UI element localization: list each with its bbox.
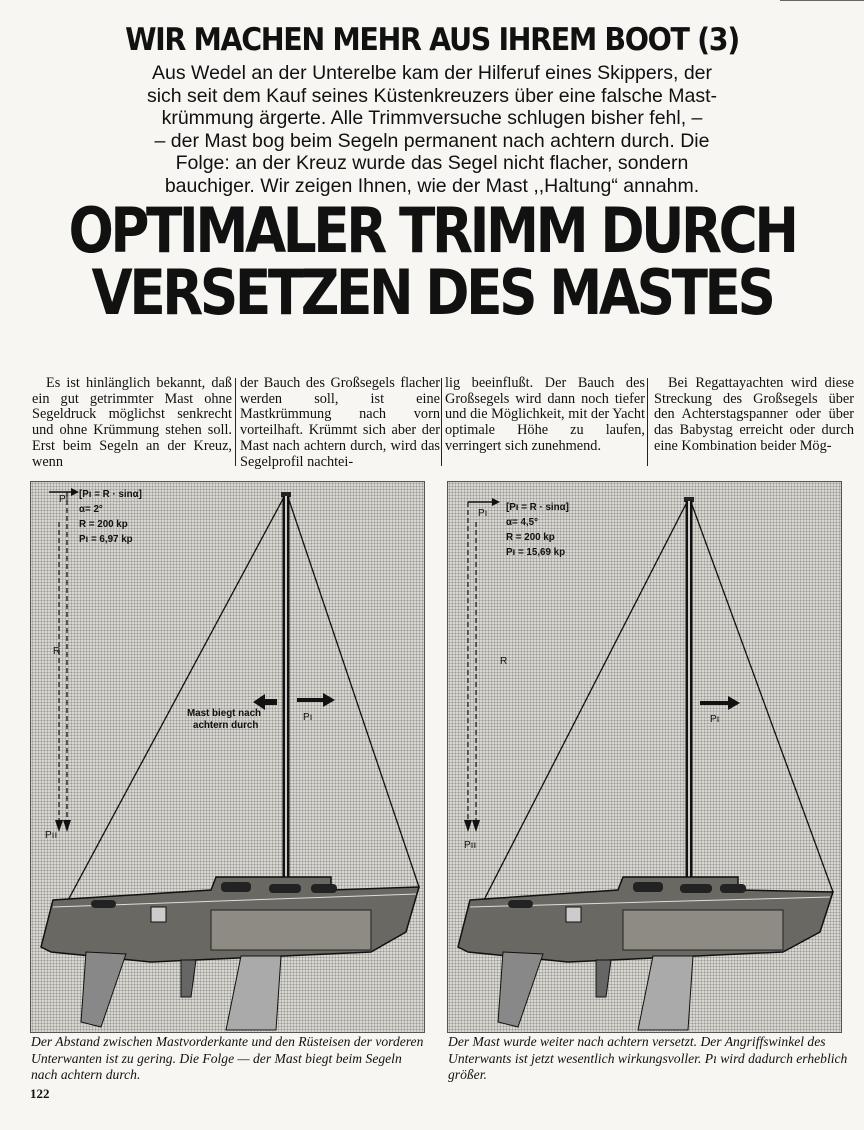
pi-value: Pı = 15,69 kp — [506, 547, 566, 558]
top-edge-line — [780, 0, 864, 1]
backstay — [691, 502, 833, 892]
rudder — [498, 952, 543, 1027]
body-column-3: lig beeinflußt. Der Bauch des Großsegels wird dann noch tiefer und die Möglichkeit, mit der Yacht optimale Höhe zu laufen, verringert sich zunehmend. — [445, 375, 645, 454]
intro-line: Folge: an der Kreuz wurde das Segel nicht flacher, sondern — [175, 152, 689, 175]
annotation-line-2: achtern durch — [193, 720, 259, 731]
headline-line-2: VERSETZEN DES MASTES — [91, 256, 773, 329]
caption-left: Der Abstand zwischen Mastvorderkante und den Rüsteisen der vorderen Unterwanten ist zu gering. Die Folge — der Mast biegt beim Segeln nach achtern durch. — [31, 1034, 424, 1083]
intro-line: Aus Wedel an der Unterelbe kam der Hilferuf eines Skippers, der — [152, 62, 712, 84]
series-kicker: WIR MACHEN MEHR AUS IHREM BOOT (3) — [125, 22, 739, 58]
column-divider — [647, 378, 648, 466]
intro-paragraph — [120, 62, 744, 198]
caption-right: Der Mast wurde weiter nach achtern versetzt. Der Angriffswinkel des Unterwants ist jetzt wesentlich wirkungsvoller. Pı wird dadurch erheblich größer. — [448, 1034, 848, 1083]
formula: [Pı = R · sinα] — [506, 502, 569, 513]
intro-line: bauchiger. Wir zeigen Ihnen, wie der Mast ,,Haltung“ annahm. — [164, 174, 700, 197]
alpha-value: α= 4,5° — [506, 517, 539, 528]
keel — [181, 960, 196, 997]
label-pi-top: Pı — [59, 494, 69, 505]
figure-right-mast-moved-aft — [447, 481, 842, 1033]
fin-keel — [226, 956, 281, 1030]
body-column-2: der Bauch des Großsegels flacher werden soll, ist eine Mastkrümmung nach vorn vorteilhaft. Krümmt sich aber der Mast nach achtern durch, wird das Segelprofil nachtei- — [240, 375, 440, 470]
fin-keel — [638, 956, 693, 1030]
intro-line: krümmung ärgerte. Alle Trimmversuche schlugen bisher fehl, – — [161, 107, 703, 130]
figure-left-mast-bends-aft — [30, 481, 425, 1033]
headline-line-1: OPTIMALER TRIMM DURCH — [68, 194, 796, 267]
label-pi-arrow: Pı — [710, 714, 720, 725]
annotation-line-1: Mast biegt nach — [187, 708, 262, 719]
formula: [Pı = R · sinα] — [79, 489, 142, 500]
column-divider — [441, 378, 442, 466]
pi-arrow-right — [700, 696, 740, 710]
intro-line: – der Mast bog beim Segeln permanent nach achtern durch. Die — [154, 129, 710, 152]
intro-line: sich seit dem Kauf seines Küstenkreuzers über eine falsche Mast- — [146, 84, 718, 107]
boat-hull — [41, 877, 419, 962]
label-r: R — [53, 646, 61, 657]
pi-value: Pı = 6,97 kp — [79, 534, 133, 545]
sailboat-diagram-right — [448, 482, 841, 1032]
sailboat-diagram-left — [31, 482, 424, 1032]
column-divider — [235, 378, 236, 466]
r-value: R = 200 kp — [79, 519, 128, 530]
backstay — [288, 497, 419, 887]
label-pi-arrow: Pı — [303, 712, 313, 723]
boat-hull — [458, 877, 833, 962]
keel — [596, 960, 611, 997]
label-pi-top: Pı — [478, 508, 488, 519]
label-pii: Pıı — [464, 840, 477, 851]
label-pii: Pıı — [45, 830, 58, 841]
rudder — [81, 952, 126, 1027]
body-column-1: Es ist hinlänglich bekannt, daß ein gut getrimmter Mast ohne Segeldruck möglichst senkrecht und ohne Krümmung stehen soll. Erst beim Segeln an der Kreuz, wenn — [32, 375, 232, 470]
pi-arrow-right — [297, 693, 335, 707]
alpha-value: α= 2° — [79, 504, 103, 515]
r-value: R = 200 kp — [506, 532, 555, 543]
label-r: R — [500, 656, 508, 667]
body-column-4: Bei Regattayachten wird diese Streckung des Großsegels über den Achterstagspanner oder über das Babystag erreicht oder durch eine Kombination beider Mög- — [654, 375, 854, 454]
page-number: 122 — [30, 1086, 50, 1101]
